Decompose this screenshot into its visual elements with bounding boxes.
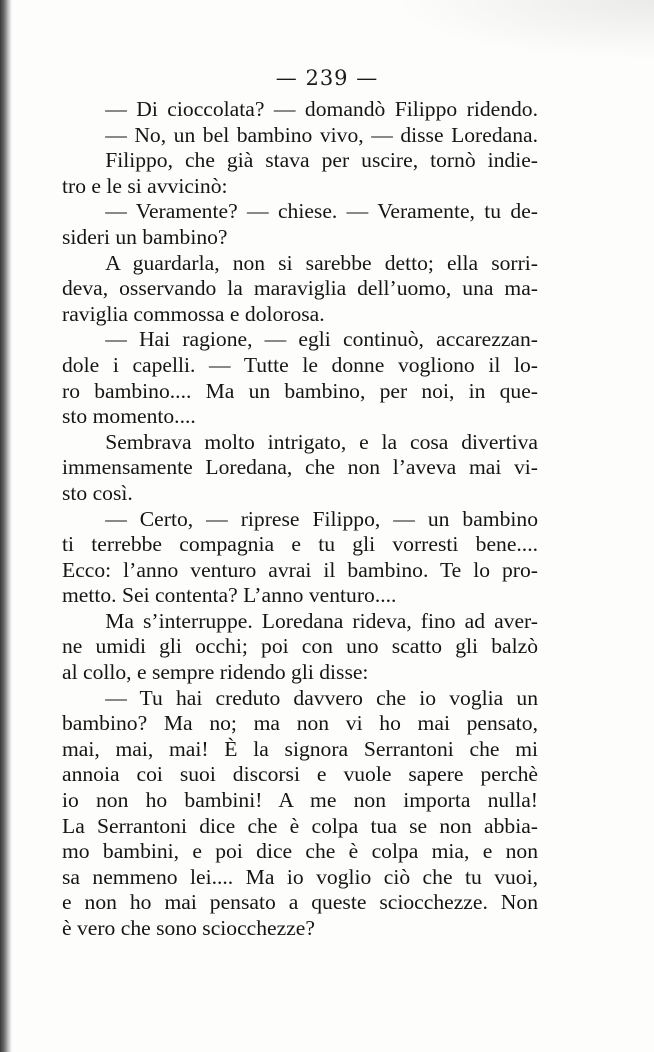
text-line: annoia coi suoi discorsi e vuole sapere perchè (62, 762, 538, 787)
body-text (62, 97, 538, 942)
text-line: — Tu hai creduto davvero che io voglia un (62, 685, 538, 710)
text-line: al collo, e sempre ridendo gli disse: (62, 660, 369, 685)
page-shadow (394, 0, 654, 60)
text-line: dole i capelli. — Tutte le donne vogliono il lo- (62, 352, 538, 377)
text-line: — No, un bel bambino vivo, — disse Loredana. (62, 122, 538, 147)
text-line: — Veramente? — chiese. — Veramente, tu de- (62, 199, 538, 224)
text-line: sa nemmeno lei.... Ma io voglio ciò che tu vuoi, (62, 864, 538, 889)
text-line: La Serrantoni dice che è colpa tua se non abbia- (62, 813, 538, 838)
text-line: — Certo, — riprese Filippo, — un bambino (62, 506, 538, 531)
text-line: — Di cioccolata? — domandò Filippo ridendo. (62, 97, 538, 121)
text-line: deva, osservando la maraviglia dell’uomo, una ma- (62, 276, 538, 301)
text-line: Ma s’interruppe. Loredana rideva, fino ad aver- (62, 608, 538, 633)
text-line: mai, mai, mai! È la signora Serrantoni che mi (62, 736, 538, 761)
text-line: mo bambini, e poi dice che è colpa mia, e non (62, 839, 538, 864)
text-line: immensamente Loredana, che non l’aveva mai vi- (62, 455, 538, 480)
page-number: — 239 — (275, 66, 379, 90)
text-line: Filippo, che già stava per uscire, tornò indie- (62, 148, 538, 173)
text-line: A guardarla, non si sarebbe detto; ella sorri- (62, 250, 538, 275)
text-line: — Hai ragione, — egli continuò, accarezzan- (62, 327, 538, 352)
text-line: metto. Sei contenta? L’anno venturo.... (62, 583, 397, 608)
text-line: Ecco: l’anno venturo avrai il bambino. Te lo pro- (62, 557, 538, 582)
text-line: bambino? Ma no; ma non vi ho mai pensato, (62, 711, 538, 736)
text-line: tro e le si avvicinò: (62, 173, 228, 198)
text-line: è vero che sono sciocchezze? (62, 916, 315, 940)
page-binding-edge (0, 0, 12, 1052)
text-line: io non ho bambini! A me non importa nulla! (62, 788, 538, 813)
text-line: sto così. (62, 480, 133, 505)
text-line: ne umidi gli occhi; poi con uno scatto gli balzò (62, 634, 538, 659)
text-line: ro bambino.... Ma un bambino, per noi, in que- (62, 378, 538, 403)
text-line: sideri un bambino? (62, 224, 228, 249)
text-line: sto momento.... (62, 404, 196, 429)
text-line: raviglia commossa e dolorosa. (62, 301, 325, 326)
text-line: ti terrebbe compagnia e tu gli vorresti bene.... (62, 532, 538, 557)
text-line: e non ho mai pensato a queste sciocchezze. Non (62, 890, 538, 915)
text-line: Sembrava molto intrigato, e la cosa divertiva (62, 429, 538, 454)
